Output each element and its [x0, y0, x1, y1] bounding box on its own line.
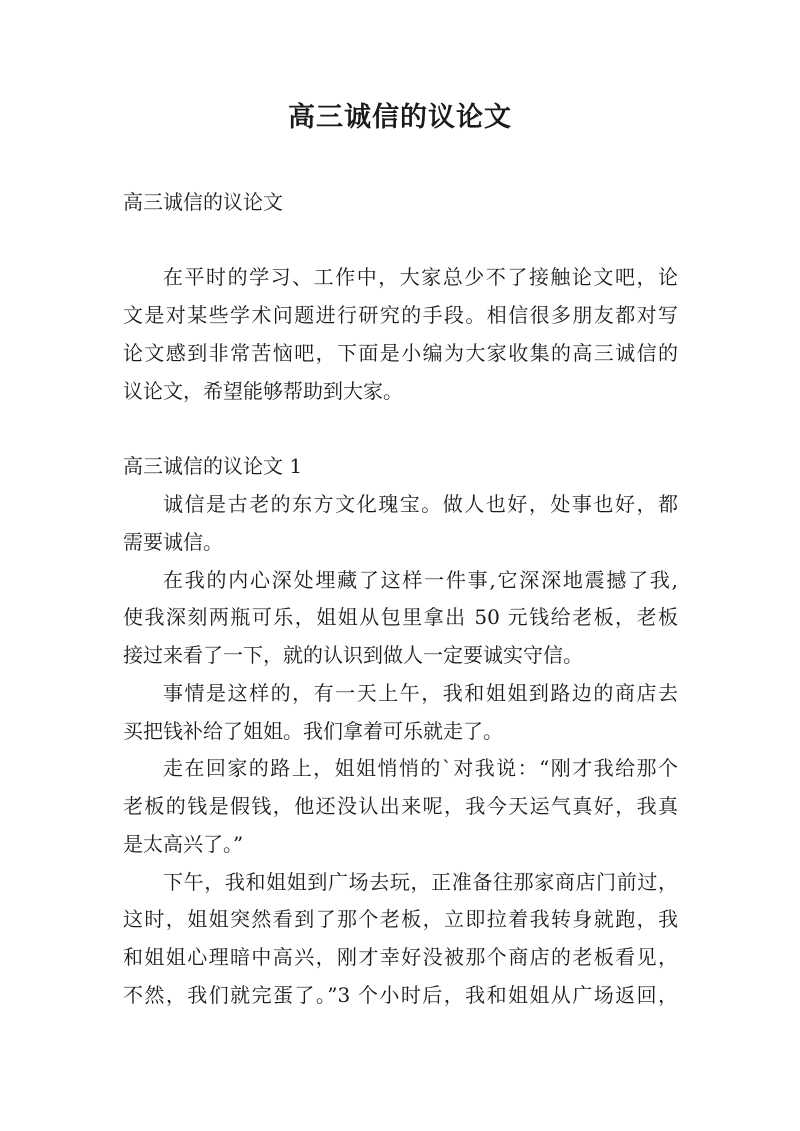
paragraph-4-line-1: 走在回家的路上，姐姐悄悄的`对我说：“刚才我给那个: [163, 756, 678, 780]
document-subtitle: 高三诚信的议论文: [123, 190, 283, 214]
intro-line-1: 在平时的学习、工作中，大家总少不了接触论文吧，论: [163, 265, 678, 289]
paragraph-5-line-1: 下午，我和姐姐到广场去玩，正准备往那家商店门前过，: [163, 870, 678, 894]
document-title: 高三诚信的议论文: [288, 102, 512, 133]
section-heading: 高三诚信的议论文 1: [123, 454, 303, 478]
intro-line-2: 文是对某些学术问题进行研究的手段。相信很多朋友都对写: [123, 303, 678, 327]
paragraph-3-line-1: 事情是这样的，有一天上午，我和姐姐到路边的商店去: [163, 681, 678, 705]
paragraph-2-line-2: 使我深刻两瓶可乐，姐姐从包里拿出 50 元钱给老板，老板: [123, 605, 678, 629]
paragraph-5-line-2: 这时，姐姐突然看到了那个老板，立即拉着我转身就跑，我: [123, 907, 678, 931]
paragraph-4-line-3: 是太高兴了。”: [123, 832, 244, 856]
intro-line-3: 论文感到非常苦恼吧，下面是小编为大家收集的高三诚信的: [123, 341, 678, 365]
paragraph-1-line-2: 需要诚信。: [123, 530, 223, 554]
paragraph-3-line-2: 买把钱补给了姐姐。我们拿着可乐就走了。: [123, 719, 503, 743]
paragraph-4-line-2: 老板的钱是假钱，他还没认出来呢，我今天运气真好，我真: [123, 794, 678, 818]
paragraph-2-line-1: 在我的内心深处埋藏了这样一件事,它深深地震撼了我,: [163, 568, 678, 592]
paragraph-5-line-4: 不然，我们就完蛋了。”3 个小时后，我和姐姐从广场返回，: [123, 983, 678, 1007]
paragraph-1-line-1: 诚信是古老的东方文化瑰宝。做人也好，处事也好，都: [163, 492, 678, 516]
paragraph-2-line-3: 接过来看了一下，就的认识到做人一定要诚实守信。: [123, 643, 583, 667]
intro-line-4: 议论文，希望能够帮助到大家。: [123, 379, 403, 403]
paragraph-5-line-3: 和姐姐心理暗中高兴，刚才幸好没被那个商店的老板看见，: [123, 945, 678, 969]
